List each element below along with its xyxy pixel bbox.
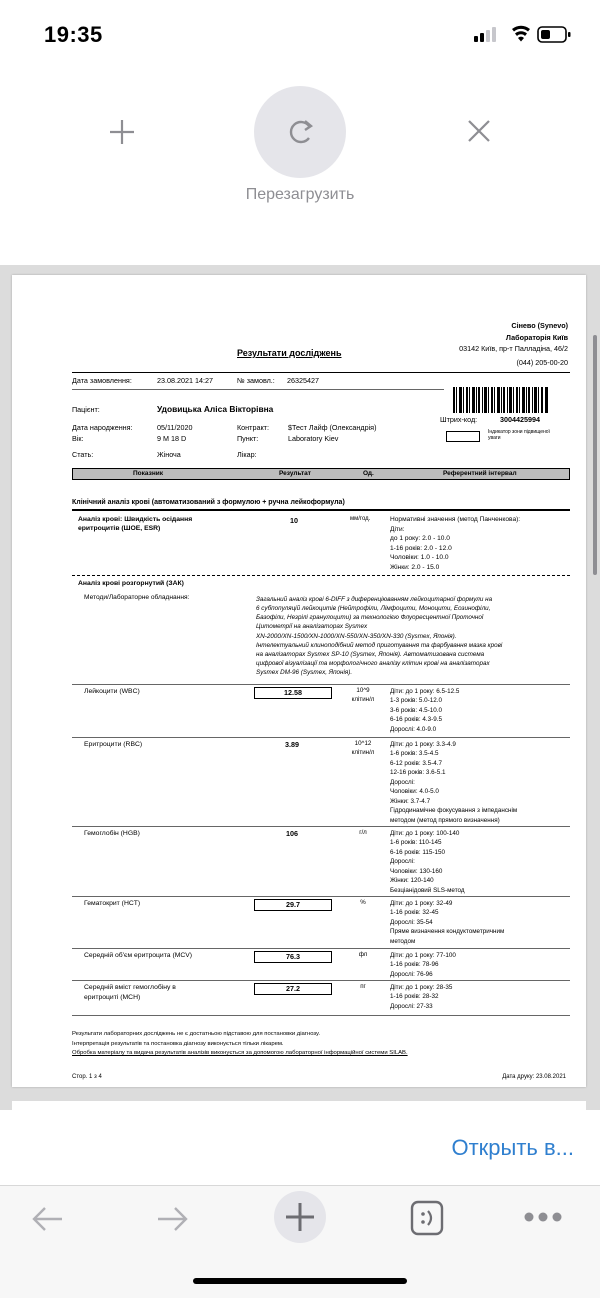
point: Laboratory Kiev: [288, 434, 339, 443]
result-value: 106: [286, 829, 298, 838]
cellular-signal-icon: [474, 27, 496, 42]
text-line: фл: [358, 951, 368, 958]
text-line: до 1 року: 2.0 - 10.0: [390, 535, 450, 543]
text-line: г/л: [359, 829, 367, 836]
text-line: методом: [390, 937, 416, 945]
result-name: [84, 829, 254, 839]
text-line: Діти: до 1 року: 100-140: [390, 830, 460, 837]
new-tab-button[interactable]: [274, 1191, 326, 1243]
text-line: 1-16 років: 28-32: [390, 993, 439, 1001]
lab-name: Сінево (Synevo): [511, 321, 568, 330]
text-line: Діти: до 1 року: 6.5-12.5: [390, 688, 460, 695]
result-reference: [390, 740, 570, 825]
text-line: 6-12 років: 3.5-4.7: [390, 759, 442, 767]
scrollbar[interactable]: [593, 335, 597, 575]
sex: Жіноча: [157, 450, 181, 459]
text-line: Еритроцити (RBC): [84, 741, 143, 748]
text-line: Гідродинамічне фокусування з імпеданснім: [390, 807, 518, 815]
text-line: Чоловіки: 130-160: [390, 867, 443, 875]
col-reference: Референтний інтервал: [443, 470, 517, 477]
contract-label: Контракт:: [237, 423, 269, 432]
order-date-label: Дата замовлення:: [72, 376, 132, 385]
divider: [72, 372, 570, 373]
barcode-image: [453, 387, 549, 413]
esr-value: 10: [290, 516, 298, 525]
pdf-page: [12, 275, 586, 1087]
text-line: 6-16 років: 115-150: [390, 848, 445, 856]
text-line: Діти: до 1 року: 77-100: [390, 952, 456, 959]
order-date: 23.08.2021 14:27: [157, 376, 213, 385]
esr-name: Аналіз крові: Швидкість осідання: [78, 516, 193, 523]
text-line: 1-16 років: 2.0 - 12.0: [390, 544, 452, 552]
result-name: [84, 899, 254, 909]
text-line: Дорослі: 35-54: [390, 918, 433, 926]
status-bar: [0, 0, 600, 70]
result-name: [84, 951, 254, 961]
dob: 05/11/2020: [157, 423, 193, 432]
age: 9 М 18 D: [157, 434, 187, 443]
result-reference: [390, 829, 570, 895]
order-no: 26325427: [287, 376, 319, 385]
sex-label: Стать:: [72, 450, 94, 459]
top-controls: [0, 70, 600, 265]
row-divider: [72, 826, 570, 827]
esr-unit: мм/год.: [350, 516, 371, 522]
text-line: Діти:: [390, 525, 405, 533]
plus-icon: [274, 1191, 326, 1243]
result-name: [84, 740, 254, 750]
text-line: Загальний аналіз крові 6-DIFF з диференціюванням лейкоцитарної формули на: [256, 596, 493, 603]
order-no-label: № замовл.:: [237, 376, 275, 385]
text-line: Дорослі: 27-33: [390, 1002, 433, 1010]
text-line: Гематокрит (HCT): [84, 900, 141, 907]
text-line: Жінки: 3.7-4.7: [390, 797, 431, 805]
text-line: Жінки: 120-140: [390, 877, 434, 885]
col-result: Результат: [279, 470, 311, 477]
text-line: пг: [360, 983, 366, 990]
result-value: 27.2: [254, 983, 332, 995]
methods-label: Методи/Лабораторне обладнання:: [84, 594, 190, 601]
barcode-label: Штрих-код:: [440, 415, 478, 424]
result-name: [84, 983, 254, 1003]
footer-note: Обробка матеріалу та видача результатів аналізів виконується за допомогою лабораторної інформаційної системи SILAB.: [72, 1050, 408, 1056]
open-in-button[interactable]: Открыть в...: [451, 1135, 574, 1160]
text-line: 1-6 років: 3.5-4.5: [390, 750, 439, 758]
text-line: методом (метод прямого визначення): [390, 816, 500, 824]
text-line: XN-2000/XN-1500/XN-1000/XN-550/XN-350/XN-330 (Sysmex, Японія).: [256, 632, 457, 640]
text-line: Дорослі:: [390, 778, 415, 786]
text-line: Sysmex DM-96 (Sysmex, Японія).: [256, 669, 353, 676]
divider: [72, 389, 444, 390]
result-reference: [390, 687, 570, 734]
lab-address: 03142 Київ, пр-т Палладіна, 46/2: [459, 344, 568, 353]
text-line: Чоловіки: 1.0 - 10.0: [390, 554, 449, 562]
attention-indicator-label: Індикатор зони підвищеної уваги: [488, 429, 550, 441]
row-divider: [72, 1015, 570, 1016]
forward-icon[interactable]: [156, 1204, 190, 1239]
text-line: клітин/л: [351, 748, 375, 756]
section-title-cbc: Клінічний аналіз крові (автоматизований з формулою + ручна лейкоформула): [72, 499, 345, 506]
text-line: 10^12: [354, 740, 372, 747]
battery-icon: [538, 27, 571, 42]
page-title: Результати досліджень: [237, 348, 342, 358]
text-line: 1-3 років: 5.0-12.0: [390, 697, 442, 705]
col-indicator: Показник: [133, 470, 163, 477]
text-line: Дорослі:: [390, 858, 415, 866]
text-line: на аналізаторах Sysmex SP-10 (Sysmex, Японія). Автоматизована система: [256, 650, 485, 658]
divider: [72, 509, 570, 511]
divider: [72, 575, 570, 576]
text-line: Лейкоцити (WBC): [84, 688, 140, 695]
text-line: Дорослі: 4.0-9.0: [390, 725, 437, 733]
footer-note: Результати лабораторних досліджень не є достатньою підставою для постановки діагнозу.: [72, 1031, 321, 1037]
contract: $Тест Лайф (Олександрія): [288, 423, 377, 432]
result-unit: [340, 899, 386, 908]
text-line: клітин/л: [351, 695, 375, 703]
print-date: Дата друку: 23.08.2021: [502, 1074, 566, 1080]
result-reference: [390, 899, 570, 946]
patient-label: Пацієнт:: [72, 405, 100, 414]
result-value: 3.89: [285, 740, 299, 749]
result-reference: [390, 983, 570, 1011]
text-line: цифрової візуалізації та морфологічного аналізу клітин крові на аналізаторах: [256, 659, 490, 667]
row-divider: [72, 948, 570, 949]
result-unit: [340, 951, 386, 960]
result-value: 12.58: [254, 687, 332, 699]
text-line: Цитометрії на аналізаторах Sysmex: [256, 623, 368, 631]
text-line: 6 субпопуляцій лейкоцитів (Нейтрофіли, Лімфоцити, Моноцити, Еозинофіли,: [256, 605, 491, 613]
row-divider: [72, 980, 570, 981]
text-line: Базофіли, Незрілі гранулоцити) за технологією Флуоресцентної Проточної: [256, 614, 484, 622]
text-line: Середній об'єм еритроцита (MCV): [84, 952, 193, 959]
text-line: 6-16 років: 4.3-9.5: [390, 716, 442, 724]
add-icon[interactable]: [108, 118, 136, 151]
result-unit: [340, 687, 386, 705]
row-divider: [72, 896, 570, 897]
home-indicator: [193, 1278, 407, 1284]
text-line: 3-6 років: 4.5-10.0: [390, 706, 442, 714]
text-line: 1-16 років: 78-96: [390, 961, 439, 969]
barcode-number: 3004425994: [500, 415, 540, 424]
point-label: Пункт:: [237, 434, 259, 443]
text-line: Діти: до 1 року: 28-35: [390, 984, 453, 991]
text-line: Діти: до 1 року: 3.3-4.9: [390, 741, 456, 748]
text-line: Середній вміст гемоглобіну в: [84, 984, 176, 991]
row-divider: [72, 737, 570, 738]
text-line: еритроциті (MCH): [84, 993, 141, 1001]
status-time: 19:35: [44, 22, 103, 47]
esr-name-line2: еритроцитів (ШОЕ, ESR): [78, 525, 161, 532]
text-line: Гемоглобін (HGB): [84, 830, 140, 837]
tabs-icon[interactable]: [410, 1200, 444, 1241]
reload-button[interactable]: [254, 86, 346, 178]
result-reference: [390, 951, 570, 979]
close-icon[interactable]: [466, 118, 492, 149]
dob-label: Дата народження:: [72, 423, 133, 432]
methods-text: [256, 595, 576, 677]
text-line: Чоловіки: 4.0-5.0: [390, 788, 439, 796]
text-line: 1-6 років: 110-145: [390, 839, 442, 847]
text-line: Інтелектуальний клиноподібний метод приготування та фарбування мазка крові: [256, 641, 503, 649]
col-unit: Од.: [363, 470, 374, 477]
result-value: 76.3: [254, 951, 332, 963]
patient-name: Удовицька Аліса Вікторівна: [157, 404, 274, 414]
footer-note: Інтерпретація результатів та постановка діагнозу виконується тільки лікарем.: [72, 1040, 284, 1047]
result-unit: [340, 983, 386, 992]
esr-reference: [390, 515, 570, 572]
text-line: Безціанідовий SLS-метод: [390, 886, 465, 894]
text-line: Пряме визначення кондуктометричним: [390, 928, 505, 936]
reload-label: Перезагрузить: [245, 186, 355, 203]
attention-indicator-box: [446, 431, 480, 442]
text-line: 1-16 років: 32-45: [390, 909, 439, 917]
age-label: Вік:: [72, 434, 84, 443]
row-divider: [72, 684, 570, 685]
status-icons: [474, 24, 574, 51]
result-unit: [340, 740, 386, 758]
back-icon[interactable]: [30, 1204, 64, 1239]
wifi-icon: [512, 26, 530, 42]
lab-dept: Лабораторія Київ: [505, 333, 568, 342]
pdf-viewer[interactable]: [0, 265, 600, 1110]
result-name: [84, 687, 254, 697]
text-line: Жінки: 2.0 - 15.0: [390, 563, 440, 571]
text-line: %: [360, 899, 366, 906]
column-header: [72, 468, 570, 480]
page-number: Стор. 1 з 4: [72, 1074, 102, 1080]
text-line: 12-16 років: 3.6-5.1: [390, 769, 446, 777]
result-value: 29.7: [254, 899, 332, 911]
doctor-label: Лікар:: [237, 450, 257, 459]
text-line: 10^9: [356, 687, 370, 694]
result-unit: [340, 829, 386, 838]
lab-phone: (044) 205-00-20: [516, 358, 568, 367]
text-line: Нормативні значення (метод Панченкова):: [390, 516, 521, 523]
section-title-full-cbc: Аналіз крові розгорнутий (ЗАК): [78, 580, 184, 587]
more-icon[interactable]: [522, 1210, 564, 1229]
text-line: Діти: до 1 року: 32-49: [390, 900, 453, 907]
text-line: Дорослі: 76-96: [390, 970, 433, 978]
reload-icon: [254, 86, 346, 178]
